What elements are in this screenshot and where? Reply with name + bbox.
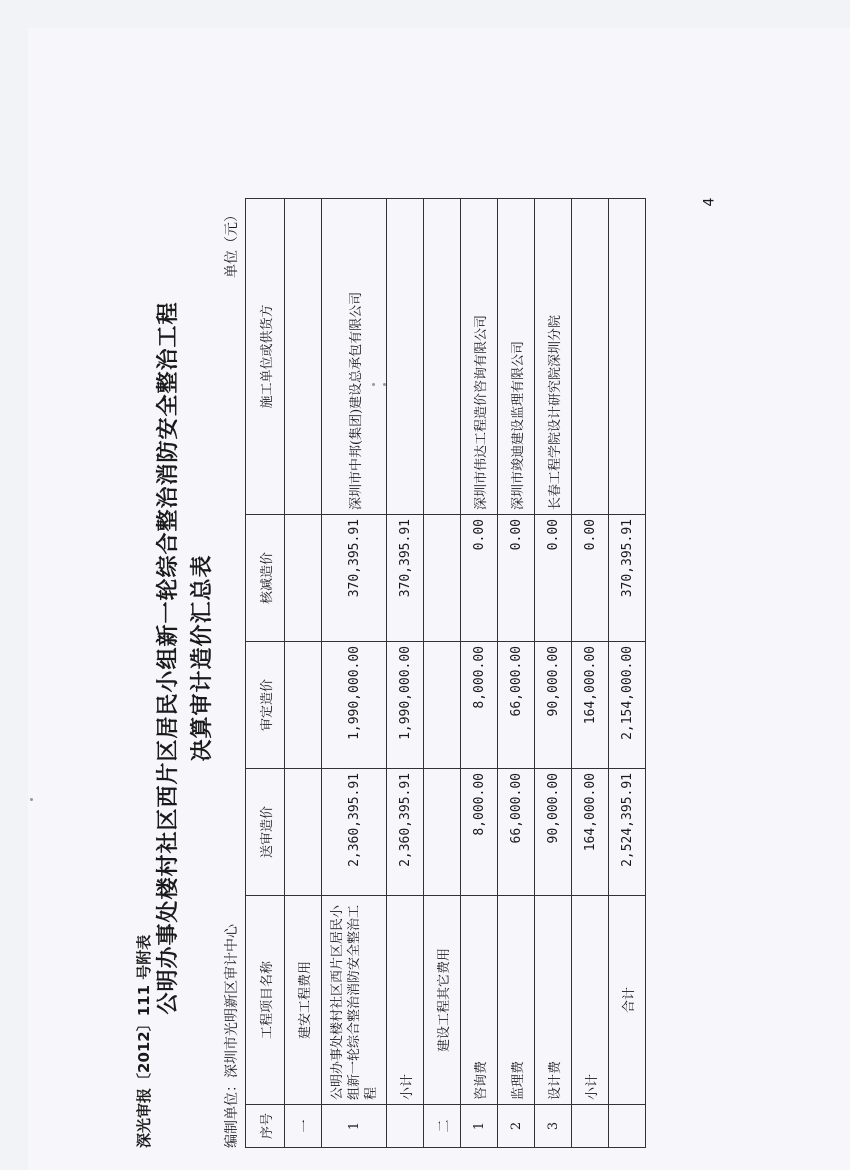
header-name: 工程项目名称 — [246, 896, 285, 1105]
cell-vendor — [387, 199, 424, 515]
rotated-content — [103, 158, 803, 1158]
table-row — [322, 199, 387, 1148]
cell-seq: 一 — [285, 1105, 322, 1148]
header-reduction: 核减造价 — [246, 515, 285, 642]
cell-vendor: 长春工程学院设计研究院深圳分院 — [535, 199, 572, 515]
cell-submitted: 2,360,395.91 — [322, 769, 387, 896]
cell-seq: 3 — [535, 1105, 572, 1148]
currency-unit: 单位（元） — [224, 208, 240, 278]
table-row — [535, 199, 572, 1148]
cell-approved — [424, 642, 461, 769]
table-row — [572, 199, 609, 1148]
scanned-page — [28, 28, 850, 1170]
cell-reduction — [424, 515, 461, 642]
header-vendor: 施工单位或供货方 — [246, 199, 285, 515]
cell-approved — [285, 642, 322, 769]
cell-reduction: 0.00 — [461, 515, 498, 642]
header-approved: 审定造价 — [246, 642, 285, 769]
cell-name: 设计费 — [535, 896, 572, 1105]
scan-speck — [30, 798, 33, 801]
table-row — [285, 199, 322, 1148]
document-subtitle: 决算审计造价汇总表 — [190, 554, 215, 762]
cell-approved: 90,000.00 — [535, 642, 572, 769]
document-title: 公明办事处楼村社区西片区居民小组新一轮综合整治消防安全整治工程 — [156, 301, 181, 1015]
table-row — [498, 199, 535, 1148]
header-seq: 序号 — [246, 1105, 285, 1148]
cell-approved: 8,000.00 — [461, 642, 498, 769]
cell-name: 公明办事处楼村社区西片区居民小组新一轮综合整治消防安全整治工程 — [322, 896, 387, 1105]
cell-name: 建设工程其它费用 — [424, 896, 461, 1105]
table-row-total — [609, 199, 646, 1148]
cell-approved: 164,000.00 — [572, 642, 609, 769]
cell-vendor — [572, 199, 609, 515]
cell-seq — [572, 1105, 609, 1148]
cell-submitted: 2,524,395.91 — [609, 769, 646, 896]
cell-vendor: 深圳市竣迪建设监理有限公司 — [498, 199, 535, 515]
cell-vendor — [424, 199, 461, 515]
cell-seq: 1 — [461, 1105, 498, 1148]
cell-reduction — [285, 515, 322, 642]
cell-approved: 66,000.00 — [498, 642, 535, 769]
cell-seq: 1 — [322, 1105, 387, 1148]
prepared-by: 编制单位：深圳市光明新区审计中心 — [224, 924, 240, 1148]
cell-submitted: 66,000.00 — [498, 769, 535, 896]
table-row — [461, 199, 498, 1148]
cell-vendor: 深圳市伟达工程造价咨询有限公司 — [461, 199, 498, 515]
cell-submitted: 90,000.00 — [535, 769, 572, 896]
cell-reduction: 370,395.91 — [387, 515, 424, 642]
cell-reduction: 370,395.91 — [609, 515, 646, 642]
cell-approved: 1,990,000.00 — [322, 642, 387, 769]
cell-reduction: 0.00 — [572, 515, 609, 642]
cell-name: 咨询费 — [461, 896, 498, 1105]
cell-seq: 2 — [498, 1105, 535, 1148]
cell-vendor: 深圳市中邦(集团)建设总承包有限公司 — [322, 199, 387, 515]
cell-name: 合计 — [609, 896, 646, 1105]
cell-reduction: 0.00 — [498, 515, 535, 642]
cell-seq: 二 — [424, 1105, 461, 1148]
cell-approved: 2,154,000.00 — [609, 642, 646, 769]
table-row — [387, 199, 424, 1148]
cell-vendor — [285, 199, 322, 515]
cost-summary-table — [245, 198, 646, 1148]
cell-reduction: 370,395.91 — [322, 515, 387, 642]
cell-name: 建安工程费用 — [285, 896, 322, 1105]
cell-approved: 1,990,000.00 — [387, 642, 424, 769]
cell-submitted: 8,000.00 — [461, 769, 498, 896]
header-submitted: 送审造价 — [246, 769, 285, 896]
cell-name: 小计 — [387, 896, 424, 1105]
table-row — [424, 199, 461, 1148]
cell-submitted — [424, 769, 461, 896]
cell-submitted — [285, 769, 322, 896]
page-number: 4 — [701, 197, 718, 207]
cell-seq — [387, 1105, 424, 1148]
table-header-row — [246, 199, 285, 1148]
cell-reduction: 0.00 — [535, 515, 572, 642]
cell-name: 监理费 — [498, 896, 535, 1105]
cell-submitted: 2,360,395.91 — [387, 769, 424, 896]
cell-name: 小计 — [572, 896, 609, 1105]
cell-submitted: 164,000.00 — [572, 769, 609, 896]
cell-vendor — [609, 199, 646, 515]
document-number: 深光审报〔2012〕111 号附表 — [135, 934, 153, 1148]
cell-seq — [609, 1105, 646, 1148]
